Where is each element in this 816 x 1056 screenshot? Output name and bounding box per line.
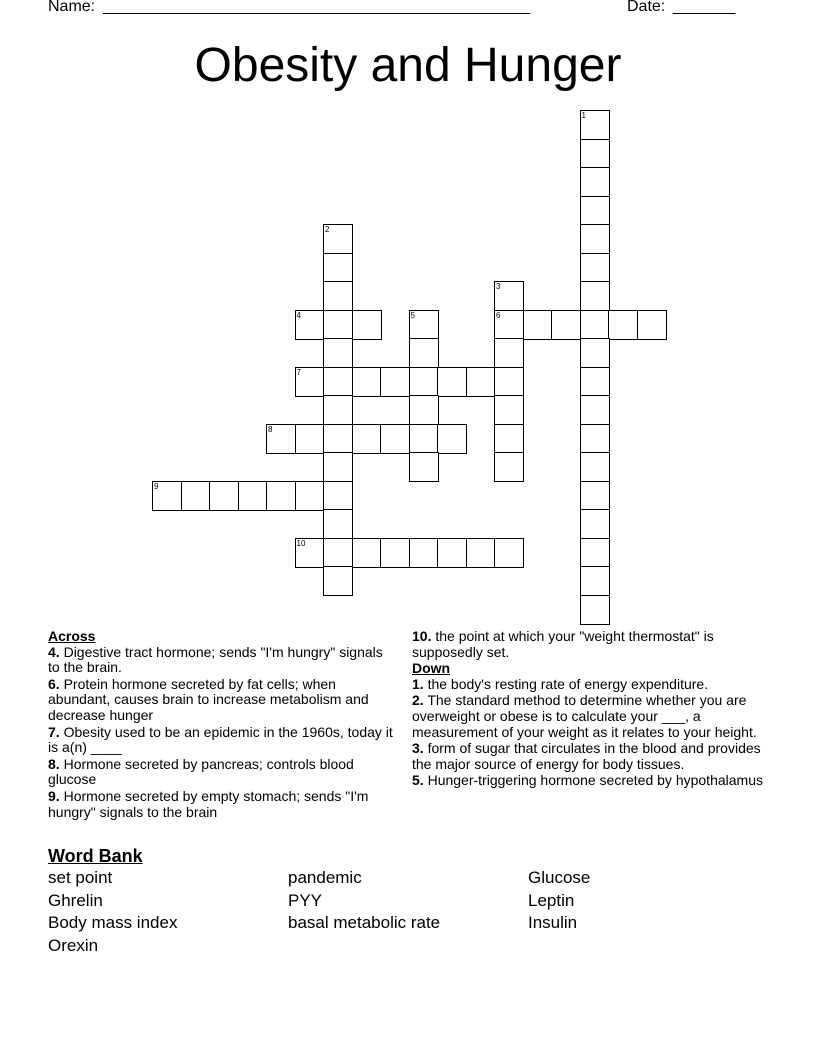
crossword-cell[interactable]	[580, 367, 610, 397]
crossword-cell[interactable]	[580, 538, 610, 568]
crossword-cell[interactable]	[181, 481, 211, 511]
clue-number: 6.	[48, 675, 60, 692]
clue-across-6	[48, 677, 396, 724]
crossword-cell[interactable]	[295, 424, 325, 454]
word-bank-item: Body mass index	[48, 913, 178, 933]
crossword-cell[interactable]	[494, 338, 524, 368]
clue-number: 8.	[48, 755, 60, 772]
cell-number: 2	[325, 225, 330, 234]
word-bank-item: Insulin	[528, 913, 578, 933]
crossword-cell[interactable]	[437, 424, 467, 454]
clue-down-3	[412, 741, 772, 772]
name-label: Name:	[48, 0, 96, 15]
crossword-cell[interactable]	[209, 481, 239, 511]
crossword-cell[interactable]	[295, 538, 325, 568]
clue-number: 1.	[412, 675, 424, 692]
name-field[interactable]: ________________________________________________	[103, 0, 531, 15]
crossword-cell[interactable]	[551, 310, 581, 340]
crossword-cell[interactable]	[323, 224, 353, 254]
crossword-cell[interactable]	[580, 395, 610, 425]
crossword-cell[interactable]	[580, 167, 610, 197]
word-bank-item: Orexin	[48, 935, 99, 955]
crossword-cell[interactable]	[580, 481, 610, 511]
clue-across-10	[412, 629, 772, 660]
crossword-cell[interactable]	[266, 424, 296, 454]
crossword-cell[interactable]	[295, 310, 325, 340]
crossword-cell[interactable]	[494, 367, 524, 397]
clue-across-8	[48, 757, 396, 788]
clue-text: the point at which your "weight thermostat" is supposedly set.	[412, 628, 714, 660]
crossword-cell[interactable]	[323, 538, 353, 568]
crossword-cell[interactable]	[580, 452, 610, 482]
crossword-cell[interactable]	[295, 481, 325, 511]
crossword-cell[interactable]	[352, 310, 382, 340]
crossword-cell[interactable]	[580, 338, 610, 368]
crossword-cell[interactable]	[494, 395, 524, 425]
crossword-cell[interactable]	[580, 424, 610, 454]
clue-text: form of sugar that circulates in the blood and provides the major source of energy for body tissues.	[412, 740, 761, 772]
crossword-cell[interactable]	[352, 367, 382, 397]
clue-across-4	[48, 645, 396, 676]
clue-number: 2.	[412, 692, 424, 709]
cell-number: 7	[296, 367, 301, 377]
clue-across-7	[48, 725, 396, 756]
date-label: Date:	[627, 0, 666, 15]
crossword-cell[interactable]	[580, 595, 610, 625]
clue-text: The standard method to determine whether you are overweight or obese is to calculate your ___, a measurement of your weight as it relates to your height.	[412, 692, 757, 740]
clues-column-right	[412, 629, 772, 790]
clue-down-2	[412, 693, 772, 740]
crossword-cell[interactable]	[580, 253, 610, 283]
word-bank-item: pandemic	[288, 868, 362, 887]
clue-text: Digestive tract hormone; sends "I'm hungry" signals to the brain.	[48, 643, 383, 676]
cell-number: 3	[496, 282, 501, 291]
cell-number: 5	[410, 310, 415, 320]
crossword-cell[interactable]	[580, 310, 610, 340]
crossword-cell[interactable]	[352, 538, 382, 568]
crossword-cell[interactable]	[238, 481, 268, 511]
crossword-cell[interactable]	[494, 310, 524, 340]
name-date-header	[48, 0, 748, 18]
crossword-cell[interactable]	[152, 481, 182, 511]
crossword-cell[interactable]	[409, 310, 439, 340]
cell-number: 6	[496, 310, 501, 320]
clue-number: 5.	[412, 772, 424, 789]
crossword-cell[interactable]	[380, 367, 410, 397]
crossword-cell[interactable]	[323, 281, 353, 311]
crossword-cell[interactable]	[323, 367, 353, 397]
cell-number: 4	[296, 310, 301, 320]
crossword-cell[interactable]	[608, 310, 638, 340]
crossword-cell[interactable]	[323, 481, 353, 511]
crossword-cell[interactable]	[466, 538, 496, 568]
crossword-cell[interactable]	[409, 452, 439, 482]
crossword-cell[interactable]	[295, 367, 325, 397]
clue-text: Obesity used to be an epidemic in the 1960s, today it is a(n) ____	[48, 723, 393, 756]
clue-down-1	[412, 677, 772, 693]
crossword-cell[interactable]	[380, 538, 410, 568]
crossword-cell[interactable]	[323, 424, 353, 454]
crossword-cell[interactable]	[409, 538, 439, 568]
crossword-cell[interactable]	[494, 281, 524, 311]
clue-number: 7.	[48, 723, 60, 740]
crossword-cell[interactable]	[323, 310, 353, 340]
cell-number: 8	[268, 424, 273, 434]
crossword-cell[interactable]	[437, 538, 467, 568]
crossword-cell[interactable]	[494, 538, 524, 568]
crossword-cell[interactable]	[580, 509, 610, 539]
crossword-cell[interactable]	[266, 481, 296, 511]
crossword-cell[interactable]	[409, 424, 439, 454]
cell-number: 9	[154, 481, 159, 491]
crossword-cell[interactable]	[352, 424, 382, 454]
crossword-cell[interactable]	[637, 310, 667, 340]
crossword-cell[interactable]	[323, 509, 353, 539]
clue-number: 9.	[48, 787, 60, 804]
crossword-cell[interactable]	[580, 224, 610, 254]
crossword-cell[interactable]	[580, 196, 610, 226]
word-bank-item: set point	[48, 868, 113, 887]
crossword-cell[interactable]	[523, 310, 553, 340]
clue-number: 4.	[48, 643, 60, 660]
crossword-cell[interactable]	[323, 338, 353, 368]
crossword-cell[interactable]	[409, 395, 439, 425]
crossword-cell[interactable]	[409, 367, 439, 397]
word-bank-title: Word Bank	[48, 846, 143, 866]
clue-text: Hormone secreted by pancreas; controls blood glucose	[48, 755, 354, 788]
crossword-cell[interactable]	[323, 566, 353, 596]
crossword-cell[interactable]	[323, 253, 353, 283]
crossword-cell[interactable]	[580, 281, 610, 311]
clues-column-left	[48, 629, 396, 821]
crossword-cell[interactable]	[580, 139, 610, 169]
word-bank-item: Glucose	[528, 868, 591, 887]
crossword-cell[interactable]	[466, 367, 496, 397]
cell-number: 10	[296, 538, 306, 548]
clue-text: the body's resting rate of energy expenditure.	[427, 675, 709, 692]
crossword-cell[interactable]	[494, 452, 524, 482]
clue-number: 3.	[412, 740, 424, 757]
clue-down-5	[412, 773, 772, 789]
word-bank-item: PYY	[288, 890, 323, 910]
clue-text: Hormone secreted by empty stomach; sends "I'm hungry" signals to the brain	[48, 787, 369, 820]
clue-across-9	[48, 789, 396, 820]
crossword-cell[interactable]	[323, 395, 353, 425]
crossword-cell[interactable]	[323, 452, 353, 482]
down-heading: Down	[412, 660, 451, 677]
clue-text: Protein hormone secreted by fat cells; when abundant, causes brain to increase metabolism and decrease hunger	[48, 675, 369, 723]
word-bank-item: Leptin	[528, 890, 575, 910]
date-field[interactable]: _______	[673, 0, 736, 15]
clue-text: Hunger-triggering hormone secreted by hypothalamus	[427, 772, 763, 789]
cell-number: 1	[581, 111, 586, 120]
across-heading: Across	[48, 628, 96, 644]
page-title: Obesity and Hunger	[194, 39, 622, 92]
word-bank-item: basal metabolic rate	[288, 913, 441, 933]
crossword-cell[interactable]	[409, 338, 439, 368]
crossword-cell[interactable]	[437, 367, 467, 397]
crossword-cell[interactable]	[580, 110, 610, 140]
crossword-cell[interactable]	[380, 424, 410, 454]
crossword-cell[interactable]	[580, 566, 610, 596]
crossword-cell[interactable]	[494, 424, 524, 454]
clue-number: 10.	[412, 628, 432, 644]
word-bank-item: Ghrelin	[48, 890, 103, 910]
